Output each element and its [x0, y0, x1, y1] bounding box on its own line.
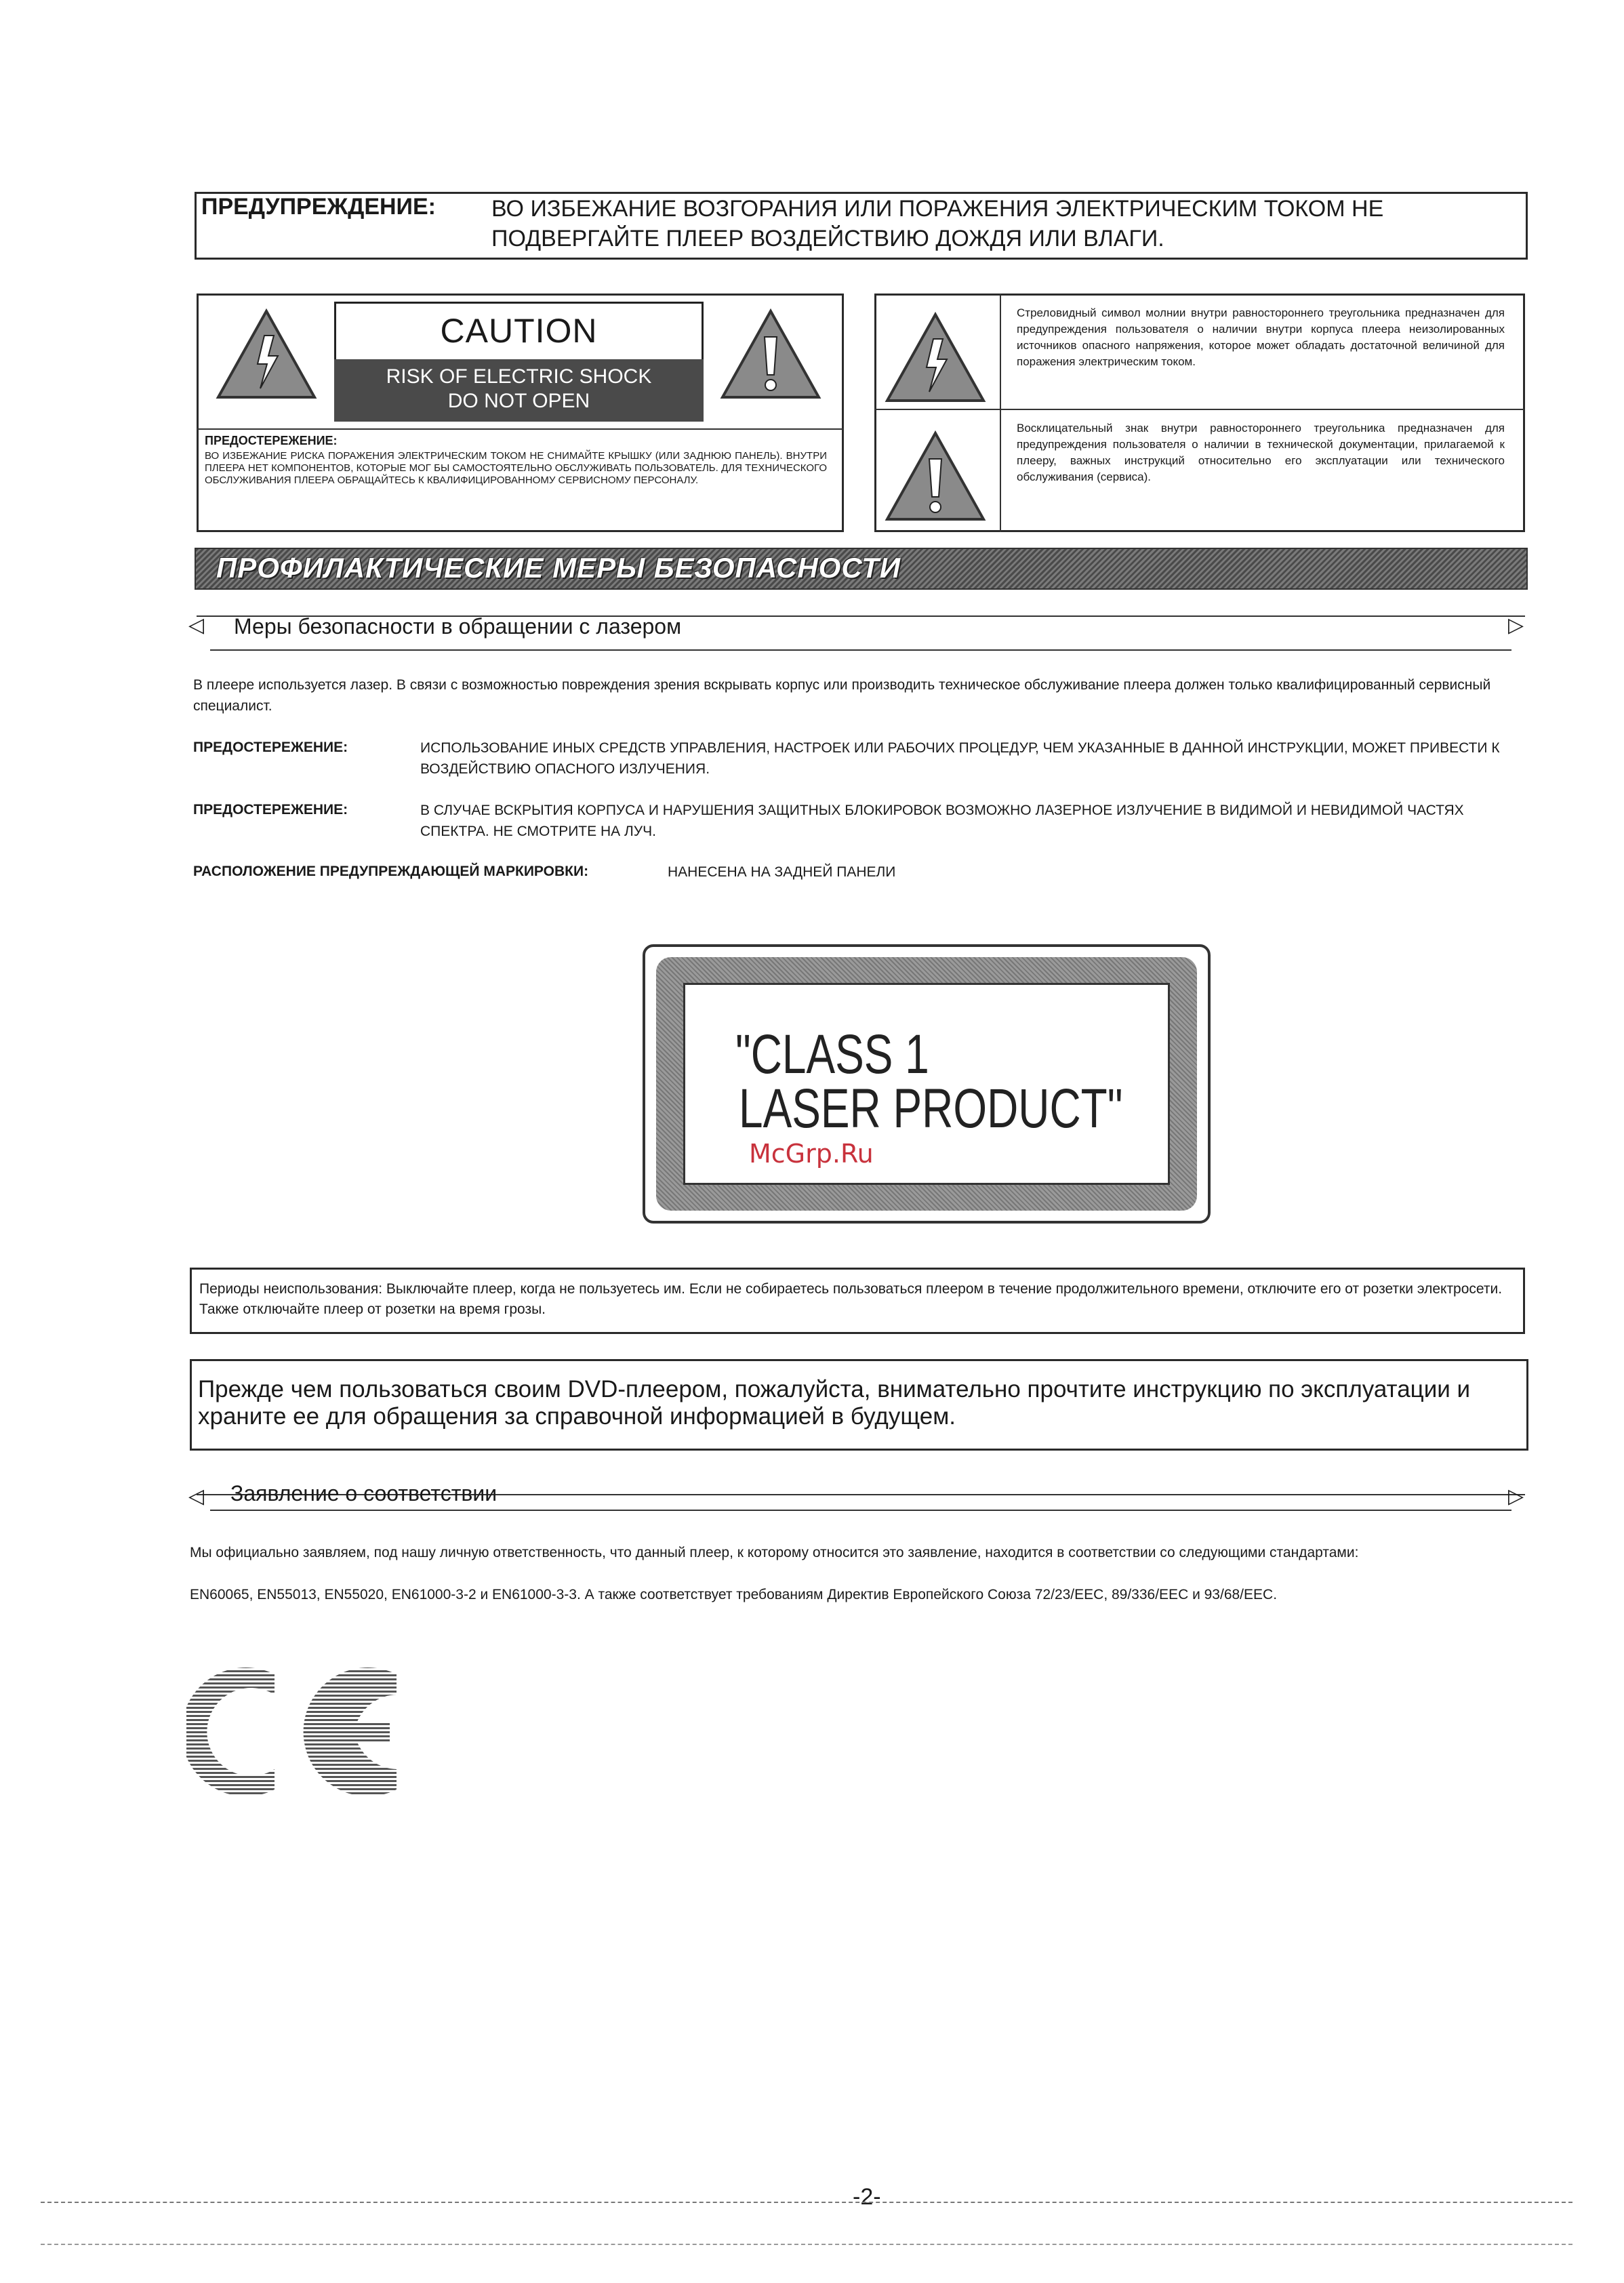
laser-caution-2-text: В СЛУЧАЕ ВСКРЫТИЯ КОРПУСА И НАРУШЕНИЯ ЗАЩИТНЫХ БЛОКИРОВОК ВОЗМОЖНО ЛАЗЕРНОЕ ИЗЛУЧЕНИЕ В ВИДИМОЙ И НЕВИДИМОЙ ЧАСТЯХ СПЕКТРА. НЕ СМОТРИТЕ НА ЛУЧ. — [420, 803, 1464, 839]
lightning-symbol-icon — [885, 312, 986, 403]
page-number: -2- — [853, 2184, 881, 2210]
conformity-text-1: Мы официально заявляем, под нашу личную ответственность, что данный плеер, к которому относится это заявление, находится в соответствии со следующими стандартами: — [190, 1545, 1359, 1560]
non-use-text: Периоды неиспользования: Выключайте плеер, когда не пользуетесь им. Если не собираетесь пользоваться плеером в течение продолжительного времени, отключите его от розетки электросети. Также отключайте плеер от розетки на время грозы. — [199, 1281, 1503, 1317]
laser-heading: Меры безопасности в обращении с лазером — [234, 614, 682, 639]
symbols-divider-h — [874, 409, 1525, 410]
ce-mark-icon — [186, 1654, 403, 1810]
laser-heading-underline — [210, 649, 1511, 651]
section-banner-title: ПРОФИЛАКТИЧЕСКИЕ МЕРЫ БЕЗОПАСНОСТИ — [216, 552, 901, 584]
risk-line-1: RISK OF ELECTRIC SHOCK — [386, 365, 652, 388]
caution-notice-text: ВО ИЗБЕЖАНИЕ РИСКА ПОРАЖЕНИЯ ЭЛЕКТРИЧЕСКИМ ТОКОМ НЕ СНИМАЙТЕ КРЫШКУ (ИЛИ ЗАДНЮЮ ПАНЕЛЬ). ВНУТРИ ПЛЕЕРА НЕТ КОМПОНЕНТОВ, КОТОРЫЕ МОГ БЫ САМОСТОЯТЕЛЬНО ОБСЛУЖИВАТЬ ПОЛЬЗОВАТЕЛЬ. ДЛЯ ТЕХНИЧЕСКОГО ОБСЛУЖИВАНИЯ ПЛЕЕРА ОБРАЩАЙТЕСЬ К КВАЛИФИЦИРОВАННОМУ СЕРВИСНОМУ ПЕРСОНАЛУ. — [205, 450, 827, 486]
laser-intro: В плеере используется лазер. В связи с возможностью повреждения зрения вскрывать корпус или производить техническое обслуживание плеера должен только квалифицированный сервисный специалист. — [193, 677, 1491, 714]
bottom-rule-2 — [41, 2244, 1572, 2245]
lightning-warning-icon — [216, 308, 317, 400]
conformity-heading: Заявление о соответствии — [230, 1481, 498, 1506]
read-instructions-text: Прежде чем пользоваться своим DVD-плеером, пожалуйста, внимательно прочтите инструкцию по эксплуатации и храните ее для обращения за справочной информацией в будущем. — [198, 1376, 1471, 1430]
laser-label-line-1: "CLASS 1 — [735, 1024, 929, 1085]
marking-text: НАНЕСЕНА НА ЗАДНЕЙ ПАНЕЛИ — [668, 864, 896, 880]
conformity-heading-underline — [210, 1510, 1511, 1511]
laser-caution-1-label: ПРЕДОСТЕРЕЖЕНИЕ: — [193, 740, 348, 755]
conformity-text-2: EN60065, EN55013, EN55020, EN61000-3-2 и EN61000-3-3. А также соответствует требованиям Директив Европейского Союза 72/23/EEC, 89/336/EEC и 93/68/EEC. — [190, 1587, 1278, 1602]
laser-label-line-2: LASER PRODUCT" — [739, 1078, 1123, 1139]
caution-notice-label: ПРЕДОСТЕРЕЖЕНИЕ: — [205, 434, 338, 447]
laser-caution-2-label: ПРЕДОСТЕРЕЖЕНИЕ: — [193, 802, 348, 817]
laser-heading-arrow-left: ◁ — [188, 614, 205, 637]
laser-caution-1-text: ИСПОЛЬЗОВАНИЕ ИНЫХ СРЕДСТВ УПРАВЛЕНИЯ, НАСТРОЕК ИЛИ РАБОЧИХ ПРОЦЕДУР, ЧЕМ УКАЗАННЫЕ В ДАННОЙ ИНСТРУКЦИИ, МОЖЕТ ПРИВЕСТИ К ВОЗДЕЙСТВИЮ ОПАСНОГО ИЗЛУЧЕНИЯ. — [420, 740, 1500, 777]
exclamation-symbol-icon — [885, 430, 986, 522]
section-banner — [195, 548, 1528, 590]
caution-title: CAUTION — [440, 312, 598, 350]
marking-label: РАСПОЛОЖЕНИЕ ПРЕДУПРЕЖДАЮЩЕЙ МАРКИРОВКИ: — [193, 864, 589, 879]
exclamation-symbol-text: Восклицательный знак внутри равностороннего треугольника предназначен для предупреждения пользователя о наличии в технической документации, прилагаемой к плееру, важных инструкций относительно его эксплуатации или технического обслуживания (сервиса). — [1017, 422, 1505, 483]
laser-heading-arrow-right: ▷ — [1508, 614, 1524, 637]
symbols-divider-v — [1000, 294, 1001, 532]
warning-label: ПРЕДУПРЕЖДЕНИЕ: — [201, 194, 436, 220]
watermark: McGrp.Ru — [749, 1139, 874, 1169]
conformity-arrow-right: ▷ — [1508, 1485, 1524, 1508]
caution-title-box — [334, 302, 704, 361]
lightning-symbol-text: Стреловидный символ молнии внутри равностороннего треугольника предназначен для предупреждения пользователя о наличии внутри корпуса плеера неизолированных источников опасного напряжения, которое может обладать достаточной величиной для поражения электрическим током. — [1017, 306, 1505, 368]
exclamation-warning-icon — [720, 308, 821, 400]
caution-risk-box — [334, 359, 704, 422]
caution-divider — [197, 428, 844, 430]
conformity-arrow-left: ◁ — [188, 1485, 205, 1508]
risk-line-2: DO NOT OPEN — [447, 390, 590, 412]
warning-line-1: ВО ИЗБЕЖАНИЕ ВОЗГОРАНИЯ ИЛИ ПОРАЖЕНИЯ ЭЛЕКТРИЧЕСКИМ ТОКОМ НЕ — [491, 196, 1384, 222]
warning-line-2: ПОДВЕРГАЙТЕ ПЛЕЕР ВОЗДЕЙСТВИЮ ДОЖДЯ ИЛИ ВЛАГИ. — [491, 226, 1164, 251]
bottom-rule-1 — [41, 2202, 1572, 2203]
